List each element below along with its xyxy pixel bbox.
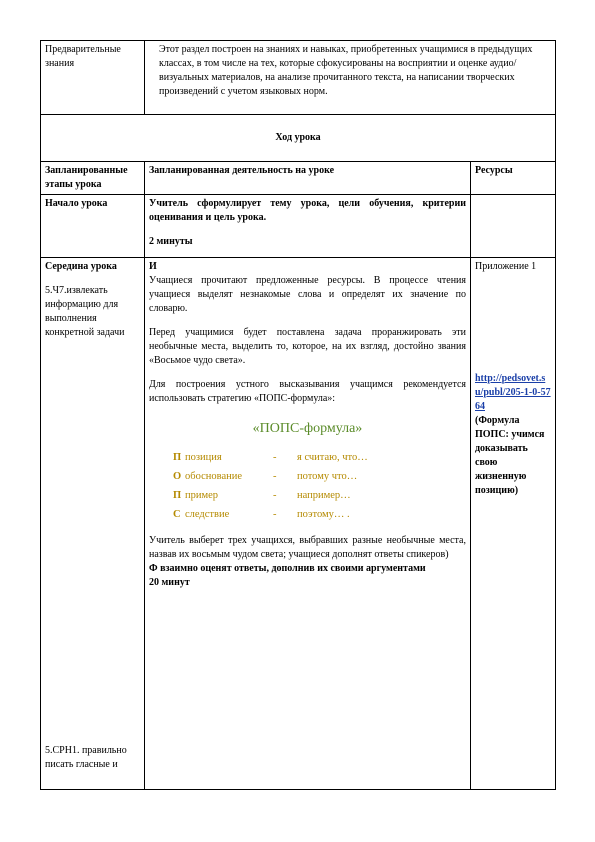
popc-letter: С [173,509,181,520]
middle-stage-goal-2: 5.СРН1. правильно писать гласные и [45,745,127,770]
prior-knowledge-label: Предварительные знания [41,41,145,115]
start-time: 2 минуты [149,236,193,247]
resource-appendix: Приложение 1 [475,261,537,272]
popc-item [173,505,466,524]
lesson-plan-table [40,40,556,790]
popc-term: следствие [185,509,230,520]
header-activity: Запланированная деятельность на уроке [145,162,471,195]
start-resources [471,195,556,258]
header-stages: Запланированные этапы урока [41,162,145,195]
resource-note: (Формула ПОПС: учимся доказывать свою жизненную позицию) [475,415,545,496]
lesson-plan-page [40,40,555,790]
prior-knowledge-text: Этот раздел построен на знаниях и навыках, приобретенных учащимися в предыдущих классах, в том числе на тех, которые сфокусированы на восприятии и оценке аудио/визуальных материалов, на анализе прочитанного текста, на написании творческих произведений с учетом языковых норм. [145,41,556,115]
middle-para-1: Учащиеся прочитают предложенные ресурсы. В процессе чтения учащиеся выделят незнакомые слова и определят их значение по словарю. [149,275,466,314]
middle-activity-cell [145,258,471,790]
middle-time: 20 минут [149,577,190,588]
middle-stage-title: Середина урока [45,261,117,272]
resource-link[interactable]: http://pedsovet.su/publ/205-1-0-5764 [475,373,551,412]
middle-para-3: Для построения устного высказывания учащимся рекомендуется использовать стратегию «ПОПС-формула»: [149,379,466,404]
popc-formula-title: «ПОПС-формула» [252,421,363,436]
popc-item [173,486,466,505]
popc-letter: П [173,490,182,501]
popc-dash: - [273,452,277,463]
start-activity-cell [145,195,471,258]
popc-term: позиция [185,452,222,463]
start-stage: Начало урока [41,195,145,258]
lesson-flow-title: Ход урока [41,115,556,162]
middle-row [41,258,556,790]
popc-letter: П [173,452,182,463]
middle-mode: И [149,261,157,272]
popc-term: обоснование [185,471,243,482]
popc-formula-list [149,448,466,524]
middle-stage-goal: 5.Ч7.извлекать информацию для выполнения конкретной задачи [45,285,125,338]
middle-para-4: Учитель выберет трех учащихся, выбравших разные необычные места, назвав их восьмым чудом света; учащиеся дополнят ответы спикеров) [149,535,466,560]
popc-term: пример [185,490,219,501]
popc-item [173,467,466,486]
popc-dash: - [273,471,277,482]
popc-phrase: потому что… [297,471,358,482]
popc-phrase: поэтому… . [297,509,350,520]
popc-item [173,448,466,467]
popc-dash: - [273,490,277,501]
start-row [41,195,556,258]
middle-resources-cell [471,258,556,790]
prior-knowledge-row [41,41,556,115]
popc-letter: О [173,471,182,482]
header-resources: Ресурсы [471,162,556,195]
start-activity-text: Учитель сформулирует тему урока, цели обучения, критерии оценивания и цель урока. [149,198,466,223]
header-row [41,162,556,195]
middle-para-2: Перед учащимися будет поставлена задача проранжировать эти необычные места, выделить то, которое, на их взгляд, достойно звания «Восьмое чудо света». [149,327,466,366]
popc-dash: - [273,509,277,520]
middle-stage-cell [41,258,145,790]
lesson-flow-row [41,115,556,162]
popc-phrase: например… [297,490,351,501]
middle-para-5: Ф взаимно оценят ответы, дополнив их своими аргументами [149,563,426,574]
popc-phrase: я считаю, что… [297,452,368,463]
